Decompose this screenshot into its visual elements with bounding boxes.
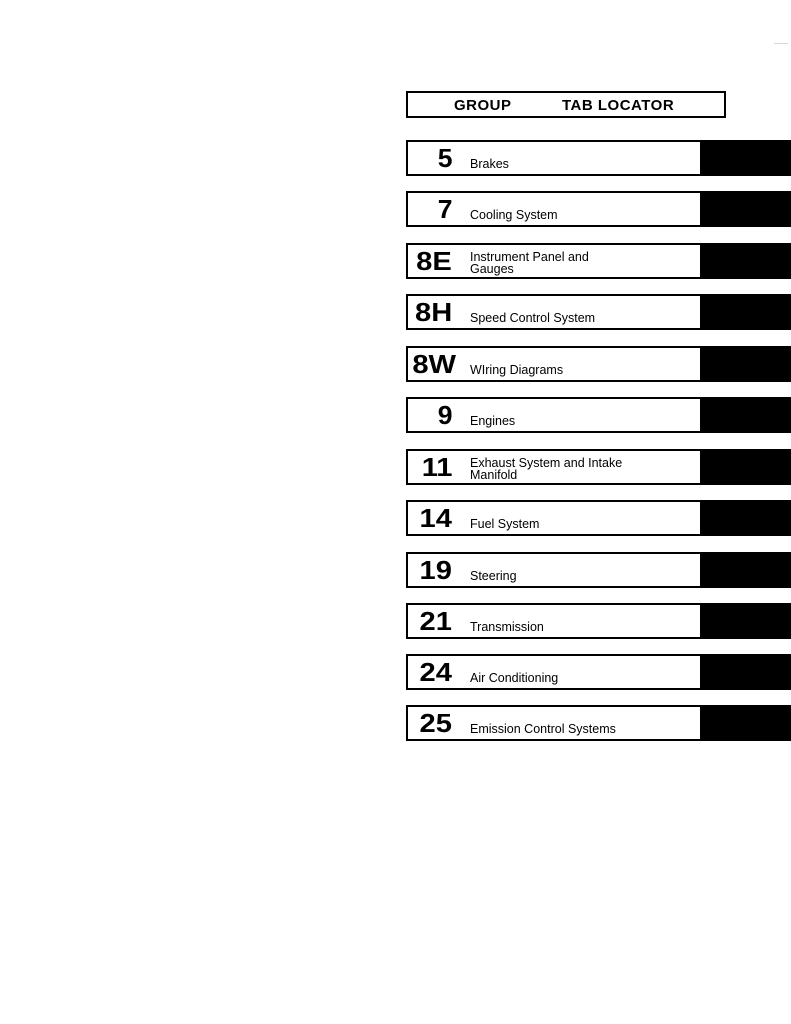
tab-black-marker: [700, 294, 791, 330]
tab-box: [406, 346, 702, 382]
tab-row-fuel-system[interactable]: [406, 500, 791, 536]
header-group-label: GROUP: [454, 97, 512, 114]
tab-label: Engines: [470, 414, 516, 428]
tab-label: Exhaust System and Intake Manifold: [470, 456, 623, 482]
tab-box: [406, 140, 702, 176]
tab-row-steering[interactable]: [406, 552, 791, 588]
tab-number: 9: [437, 400, 452, 430]
tab-number: 21: [419, 606, 452, 636]
tab-row-brakes[interactable]: [406, 140, 791, 176]
tab-box: [406, 449, 702, 485]
tab-row-speed-control[interactable]: [406, 294, 791, 330]
tab-row-engines[interactable]: [406, 397, 791, 433]
tab-box: [406, 705, 702, 741]
tab-black-marker: [700, 603, 791, 639]
tab-label: Cooling System: [470, 208, 558, 222]
tab-label: Air Conditioning: [470, 671, 559, 685]
tab-box: [406, 603, 702, 639]
tab-number: 8H: [414, 297, 452, 327]
tab-label: Emission Control Systems: [470, 722, 616, 736]
tab-row-air-conditioning[interactable]: [406, 654, 791, 690]
scan-mark: [774, 43, 788, 44]
tab-number: 8E: [416, 246, 452, 276]
tab-row-instrument-panel[interactable]: [406, 243, 791, 279]
tab-label: Instrument Panel and Gauges: [470, 250, 589, 276]
tab-label: WIring Diagrams: [470, 363, 564, 377]
tab-row-cooling-system[interactable]: [406, 191, 791, 227]
tab-box: [406, 191, 702, 227]
tab-number: 14: [419, 503, 452, 533]
tab-box: [406, 500, 702, 536]
header-tab-locator-label: TAB LOCATOR: [562, 97, 675, 114]
tab-number: 11: [421, 452, 452, 482]
tab-black-marker: [700, 140, 791, 176]
tab-row-emission-control[interactable]: [406, 705, 791, 741]
tab-label: Fuel System: [470, 517, 540, 531]
tab-black-marker: [700, 397, 791, 433]
tab-black-marker: [700, 654, 791, 690]
tab-black-marker: [700, 705, 791, 741]
tab-row-wiring-diagrams[interactable]: [406, 346, 791, 382]
tab-box: [406, 552, 702, 588]
tab-number: 5: [437, 143, 452, 173]
group-tab-locator-header: [406, 91, 726, 118]
tab-black-marker: [700, 500, 791, 536]
tab-box: [406, 397, 702, 433]
tab-black-marker: [700, 346, 791, 382]
tab-number: 19: [419, 555, 452, 585]
tab-label: Steering: [470, 569, 517, 583]
tab-number: 8W: [412, 349, 456, 379]
tab-number: 7: [437, 194, 452, 224]
tab-row-exhaust-system[interactable]: [406, 449, 791, 485]
tab-row-transmission[interactable]: [406, 603, 791, 639]
tab-label: Transmission: [470, 620, 544, 634]
tab-black-marker: [700, 552, 791, 588]
tab-black-marker: [700, 243, 791, 279]
tab-box: [406, 294, 702, 330]
tab-box: [406, 243, 702, 279]
tab-number: 25: [419, 708, 452, 738]
tab-number: 24: [419, 657, 452, 687]
tab-black-marker: [700, 449, 791, 485]
tab-box: [406, 654, 702, 690]
tab-label: Brakes: [470, 157, 509, 171]
tab-black-marker: [700, 191, 791, 227]
tab-label: Speed Control System: [470, 311, 596, 325]
